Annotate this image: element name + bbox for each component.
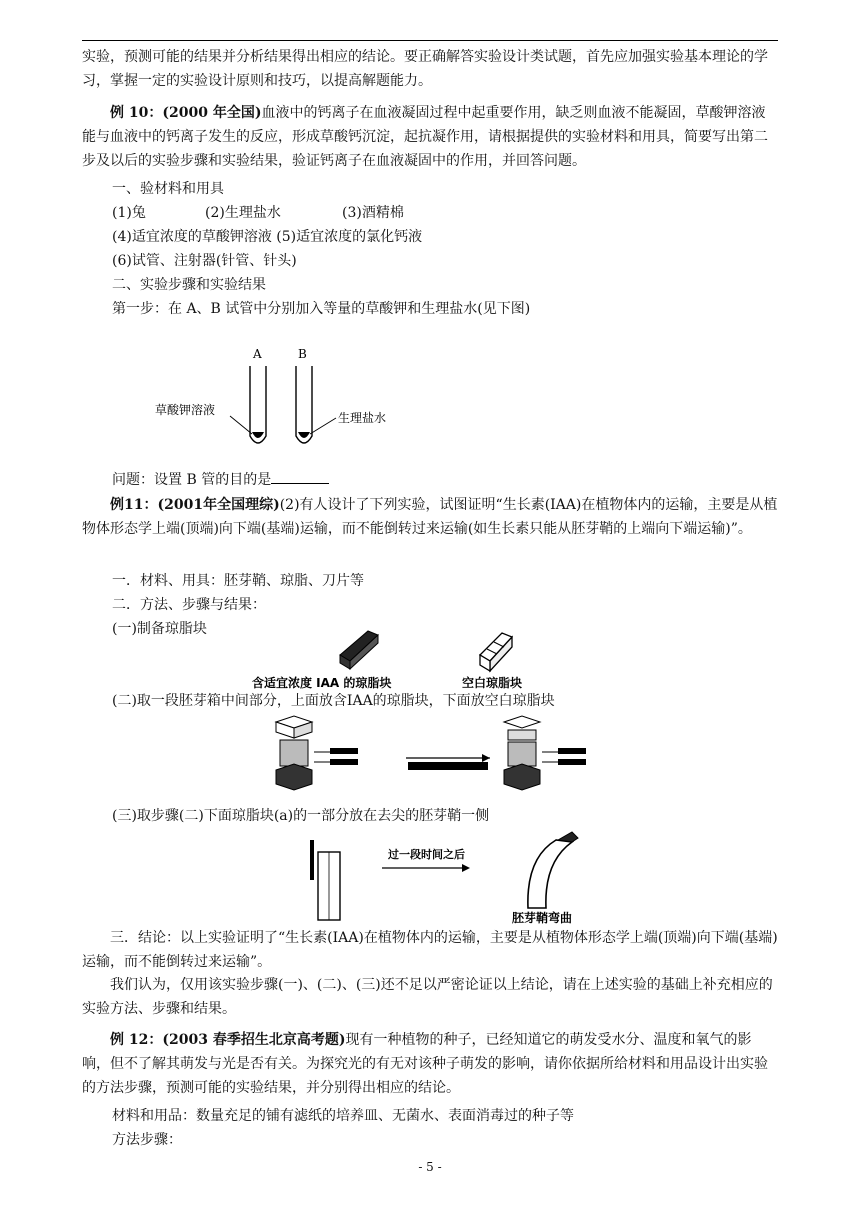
example-11-paragraph xyxy=(82,493,778,541)
iaa-block-caption: 含适宜浓度 IAA 的琼脂块 xyxy=(252,676,392,690)
setup-after xyxy=(504,716,586,790)
test-tube-figure xyxy=(150,344,410,454)
example-10-heading: 例 10：(2000 年全国) xyxy=(110,105,262,121)
intro-paragraph: 实验，预测可能的结果并分析结果得出相应的结论。要正确解答实验设计类试题，首先应加强实验基本理论的学习，掌握一定的实验设计原则和技巧，以提高解题能力。 xyxy=(82,49,768,89)
ex10-material-1: (1)兔 xyxy=(112,205,146,221)
coleoptile-transport-figure xyxy=(268,712,608,804)
ex10-material-4-5: (4)适宜浓度的草酸钾溶液 (5)适宜浓度的氯化钙液 xyxy=(112,229,423,245)
ex10-question xyxy=(112,470,329,490)
ex10-step-1: 第一步：在 A、B 试管中分别加入等量的草酸钾和生理盐水(见下图) xyxy=(112,301,531,317)
ex10-material-3: (3)酒精棉 xyxy=(342,205,404,221)
ex11-step-3: (三)取步骤(二)下面琼脂块(a)的一部分放在去尖的胚芽鞘一侧 xyxy=(112,808,490,824)
leader-line-left xyxy=(230,416,252,434)
tube-b-label: B xyxy=(298,347,307,361)
ex11-section-2: 二．方法、步骤与结果： xyxy=(112,597,266,613)
ex10-section-1: 一、验材料和用具 xyxy=(112,181,224,197)
header-rule xyxy=(82,40,778,41)
example-12-body: 现有一种植物的种子，已经知道它的萌发受水分、温度和氧气的影响，但不了解其萌发与光是否有关。为探究光的有无对该种子萌发的影响，请你依据所给材料和用品设计出实验的方法步骤，预测可能的实验结果，并分别得出相应的结论。 xyxy=(82,1032,768,1096)
coleoptile-bending-figure xyxy=(290,828,610,924)
blank-agar-block xyxy=(480,633,512,671)
ex10-section-2: 二、实验步骤和实验结果 xyxy=(112,277,266,293)
decapitated-coleoptile xyxy=(310,840,340,920)
ex11-note: 我们认为，仅用该实验步骤(一)、(二)、(三)还不足以严密论证以上结论，请在上述实验的基础上补充相应的实验方法、步骤和结果。 xyxy=(82,977,773,1017)
ex12-materials: 材料和用品：数量充足的铺有滤纸的培养皿、无菌水、表面消毒过的种子等 xyxy=(112,1108,574,1124)
example-11-body: (2)有人设计了下列实验，试图证明“生长素(IAA)在植物体内的运输，主要是从植物体形态学上端(顶端)向下端(基端)运输，而不能倒转过来运输(如生长素只能从胚芽鞘的上端向下端运输)”。 xyxy=(82,497,778,537)
setup-before xyxy=(276,716,358,790)
test-tube-b xyxy=(296,366,312,443)
example-10-paragraph xyxy=(82,101,778,173)
mirrored-caption xyxy=(408,762,488,770)
blank-block-caption: 空白琼脂块 xyxy=(462,676,523,690)
tube-a-label: A xyxy=(253,347,262,361)
page-number: - 5 - xyxy=(418,1160,442,1174)
bent-coleoptile xyxy=(528,832,578,908)
test-tube-a xyxy=(250,366,266,443)
ex10-material-2: (2)生理盐水 xyxy=(205,205,281,221)
ex11-step-1: (一)制备琼脂块 xyxy=(112,621,207,637)
question-text: 问题：设置 B 管的目的是 xyxy=(112,472,272,488)
saline-label: 生理盐水 xyxy=(338,411,387,425)
answer-blank xyxy=(271,471,329,484)
iaa-agar-block xyxy=(340,631,378,669)
agar-blocks-figure xyxy=(240,625,580,691)
ex11-step-2: (二)取一段胚芽箱中间部分，上面放含IAA的琼脂块，下面放空白琼脂块 xyxy=(112,693,555,709)
ex11-conclusion: 三．结论：以上实验证明了“生长素(IAA)在植物体内的运输，主要是从植物体形态学上端(顶端)向下端(基端)运输，而不能倒转过来运输”。 xyxy=(82,930,778,970)
example-12-paragraph xyxy=(82,1028,778,1100)
example-12-heading: 例 12：(2003 春季招生北京高考题) xyxy=(110,1032,346,1048)
ex12-method: 方法步骤： xyxy=(112,1132,182,1148)
bending-caption: 胚芽鞘弯曲 xyxy=(512,911,573,924)
ex10-material-6: (6)试管、注射器(针管、针头) xyxy=(112,253,297,269)
oxalate-solution-label: 草酸钾溶液 xyxy=(155,403,216,417)
ex11-section-1: 一．材料、用具：胚芽鞘、琼脂、刀片等 xyxy=(112,573,364,589)
example-11-heading: 例11：(2001年全国理综) xyxy=(110,497,280,513)
time-arrow-label: 过一段时间之后 xyxy=(388,848,465,861)
example-10-body: 血液中的钙离子在血液凝固过程中起重要作用，缺乏则血液不能凝固，草酸钾溶液能与血液中的钙离子发生的反应，形成草酸钙沉淀，起抗凝作用，请根据提供的实验材料和用具，简要写出第二步及以后的实验步骤和实验结果，验证钙离子在血液凝固中的作用，并回答问题。 xyxy=(82,105,768,169)
leader-line-right xyxy=(310,418,336,434)
